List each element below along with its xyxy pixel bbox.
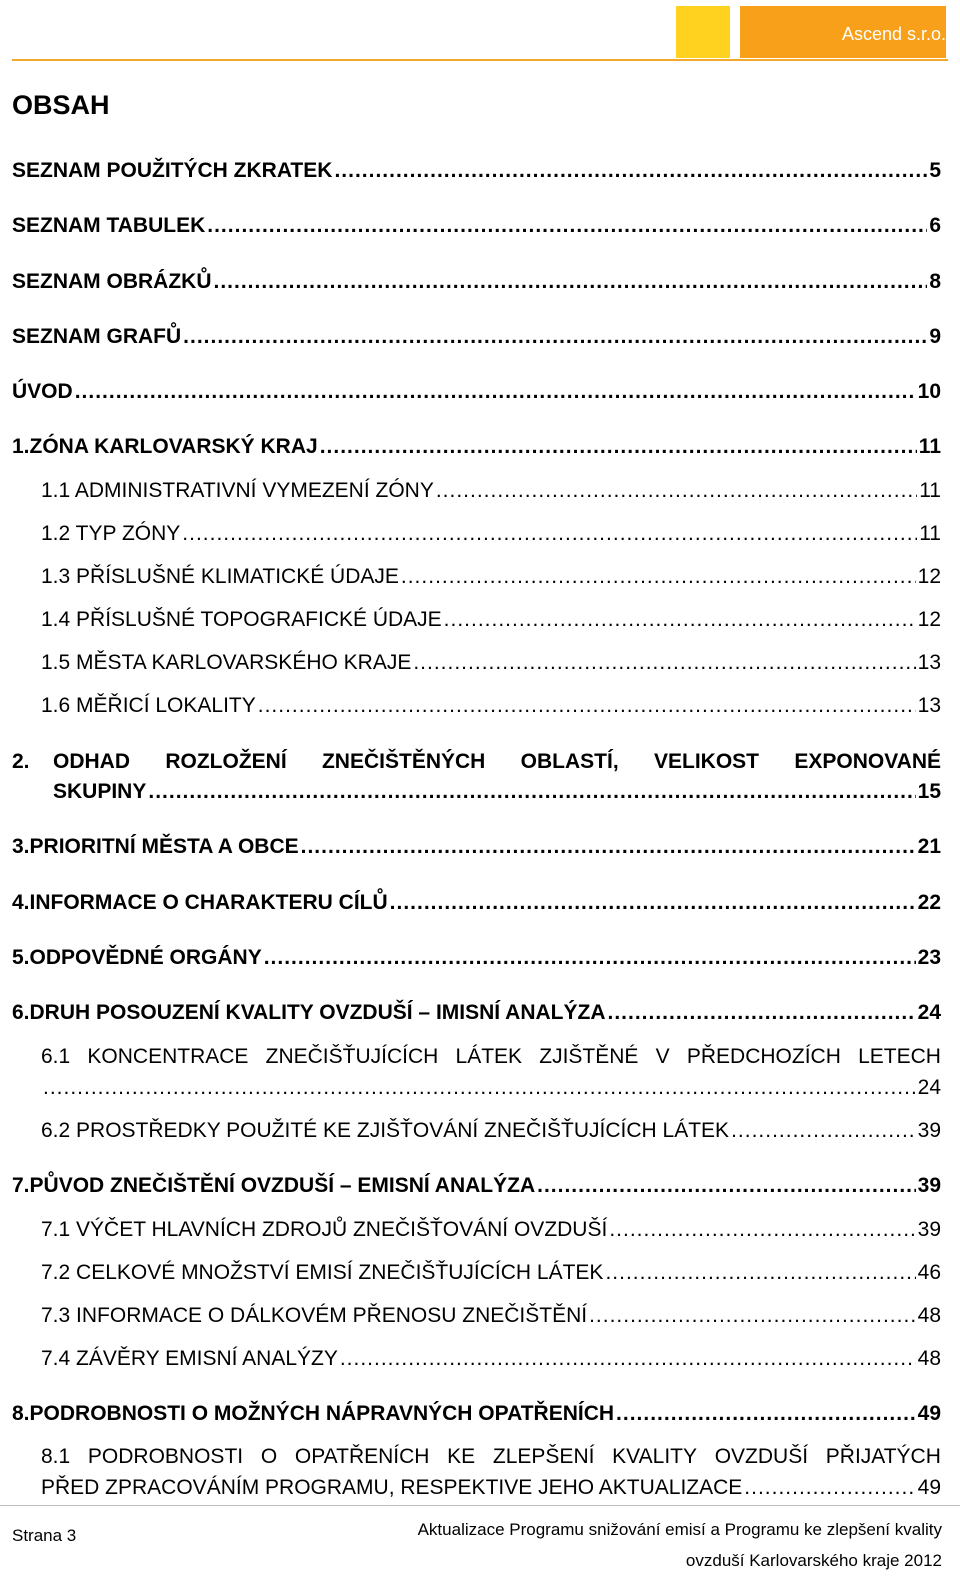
toc-entry[interactable]: [12, 998, 941, 1028]
toc-dot-leader: [589, 1301, 916, 1331]
toc-entry-title-line2: [41, 1473, 941, 1503]
toc-entry-title: PODROBNOSTI O MOŽNÝCH NÁPRAVNÝCH OPATŘENÍCH: [29, 1402, 615, 1425]
toc-entry[interactable]: [41, 1215, 941, 1245]
toc-heading: OBSAH: [12, 90, 110, 120]
toc-entry-page: 12: [917, 565, 941, 588]
toc-dot-leader: [183, 322, 927, 352]
toc-title-word: ROZLOŽENÍ: [165, 750, 287, 773]
toc-entry-title: 7.3 INFORMACE O DÁLKOVÉM PŘENOSU ZNEČIŠTĚNÍ: [41, 1304, 588, 1327]
toc-entry-title: 1.5 MĚSTA KARLOVARSKÉHO KRAJE: [41, 651, 412, 674]
toc-entry-title: 1.1 ADMINISTRATIVNÍ VYMEZENÍ ZÓNY: [41, 479, 434, 502]
toc-entry-title: 7.2 CELKOVÉ MNOŽSTVÍ EMISÍ ZNEČIŠŤUJÍCÍCH LÁTEK: [41, 1261, 604, 1284]
toc-dot-leader: [609, 1215, 915, 1245]
toc-entry-title: ODPOVĚDNÉ ORGÁNY: [29, 946, 262, 969]
toc-entry-number: 8.: [12, 1402, 30, 1425]
toc-entry-leader-line: [41, 1073, 941, 1103]
toc-entry-title: [53, 747, 941, 777]
toc-entry-page: 49: [917, 1476, 941, 1499]
toc-entry-page: 23: [917, 946, 941, 969]
toc-entry-page: 9: [929, 325, 941, 348]
toc-entry-title: PŮVOD ZNEČIŠTĚNÍ OVZDUŠÍ – EMISNÍ ANALÝZA: [29, 1174, 536, 1197]
toc-entry-page: 24: [917, 1076, 941, 1099]
toc-entry[interactable]: [12, 888, 941, 918]
toc-entry-page: 39: [917, 1218, 941, 1241]
toc-entry-page: 10: [917, 380, 941, 403]
toc-entry-title: [41, 1042, 941, 1072]
toc-dot-leader: [258, 691, 916, 721]
toc-entry[interactable]: [41, 519, 941, 549]
toc-entry-page: 11: [919, 522, 941, 545]
toc-entry-title: ÚVOD: [12, 380, 73, 403]
header-brand: Ascend s.r.o.: [841, 24, 946, 44]
toc-title-word: VELIKOST: [654, 750, 760, 773]
toc-dot-leader: [413, 648, 915, 678]
toc-entry-title: 7.4 ZÁVĚRY EMISNÍ ANALÝZY: [41, 1347, 338, 1370]
footer-page-number: Strana 3: [12, 1526, 77, 1545]
toc-title-word: OPATŘENÍCH: [294, 1445, 430, 1468]
toc-title-word: KONCENTRACE: [87, 1045, 249, 1068]
toc-entry-number: 6.: [12, 1001, 30, 1024]
toc-entry[interactable]: [12, 322, 941, 352]
toc-dot-leader: [43, 1073, 916, 1103]
toc-dot-leader: [390, 888, 916, 918]
toc-title-word: EXPONOVANÉ: [794, 750, 941, 773]
toc-dot-leader: [301, 832, 916, 862]
toc-dot-leader: [537, 1171, 916, 1201]
footer-document-title: [418, 1514, 942, 1576]
toc-entry[interactable]: [41, 562, 941, 592]
toc-entry-page: 13: [917, 651, 941, 674]
toc-entry[interactable]: [41, 691, 941, 721]
toc-dot-leader: [731, 1116, 916, 1146]
toc-entry[interactable]: [41, 1116, 941, 1146]
toc-entry[interactable]: [41, 605, 941, 635]
toc-entry-page: 5: [929, 159, 941, 182]
toc-entry-title: 1.2 TYP ZÓNY: [41, 522, 181, 545]
toc-entry-title: 7.1 VÝČET HLAVNÍCH ZDROJŮ ZNEČIŠŤOVÁNÍ OVZDUŠÍ: [41, 1218, 608, 1241]
toc-dot-leader: [616, 1399, 916, 1429]
toc-title-word: 6.1: [41, 1045, 71, 1068]
toc-title-word: PŘIJATÝCH: [825, 1445, 941, 1468]
toc-entry-number: 2.: [12, 750, 30, 773]
toc-dot-leader: [340, 1344, 916, 1374]
toc-title-word: LÁTEK: [455, 1045, 523, 1068]
toc-entry[interactable]: [12, 1399, 941, 1429]
footer-title-line1: Aktualizace Programu snižování emisí a Programu ke zlepšení kvality: [417, 1520, 942, 1539]
toc-entry[interactable]: [12, 211, 941, 241]
toc-dot-leader: [264, 943, 916, 973]
toc-entry-number: 5.: [12, 946, 30, 969]
toc-entry-title: INFORMACE O CHARAKTERU CÍLŮ: [29, 891, 388, 914]
toc-dot-leader: [207, 211, 927, 241]
header-accent-yellow: [676, 6, 730, 58]
toc-entry[interactable]: [12, 832, 941, 862]
toc-title-word: V: [655, 1045, 670, 1068]
toc-entry[interactable]: [41, 648, 941, 678]
toc-dot-leader: [744, 1473, 915, 1503]
toc-entry-page: 21: [917, 835, 941, 858]
toc-entry[interactable]: [41, 1301, 941, 1331]
toc-title-word: O: [260, 1445, 278, 1468]
toc-entry-number: 3.: [12, 835, 30, 858]
toc-entry-page: 15: [917, 780, 941, 803]
toc-title-word: OVZDUŠÍ: [714, 1445, 809, 1468]
toc-entry-title: 1.4 PŘÍSLUŠNÉ TOPOGRAFICKÉ ÚDAJE: [41, 608, 442, 631]
toc-title-word: OBLASTÍ,: [520, 750, 619, 773]
toc-title-word: ZLEPŠENÍ: [492, 1445, 595, 1468]
toc-dot-leader: [605, 1258, 915, 1288]
toc-entry-page: 12: [917, 608, 941, 631]
toc-entry-title-continued: PŘED ZPRACOVÁNÍM PROGRAMU, RESPEKTIVE JEHO AKTUALIZACE: [41, 1476, 743, 1499]
toc-entry-number: 1.: [12, 435, 30, 458]
toc-entry-page: 46: [917, 1261, 941, 1284]
toc-entry-page: 6: [929, 214, 941, 237]
toc-entry-page: 8: [929, 270, 941, 293]
toc-entry-page: 39: [917, 1119, 941, 1142]
toc-entry-page: 11: [919, 479, 941, 502]
toc-title-word: ZJIŠTĚNÉ: [539, 1045, 639, 1068]
toc-entry-title: ZÓNA KARLOVARSKÝ KRAJ: [29, 435, 318, 458]
toc-entry-title-line2: [53, 777, 941, 807]
toc-dot-leader: [148, 777, 915, 807]
toc-dot-leader: [75, 377, 916, 407]
toc-entry-title-line1: [12, 747, 941, 777]
toc-entry-title: SEZNAM POUŽITÝCH ZKRATEK: [12, 159, 333, 182]
toc-dot-leader: [320, 432, 917, 462]
toc-title-word: KVALITY: [612, 1445, 697, 1468]
toc-dot-leader: [334, 156, 927, 186]
toc-entry-title: SEZNAM OBRÁZKŮ: [12, 270, 212, 293]
toc-title-word: ZNEČIŠTĚNÝCH: [321, 750, 486, 773]
toc-entry[interactable]: [12, 943, 941, 973]
toc-dot-leader: [182, 519, 917, 549]
toc-title-word: ODHAD: [53, 750, 130, 773]
toc-dot-leader: [436, 476, 917, 506]
toc-title-word: PODROBNOSTI: [87, 1445, 244, 1468]
toc-entry-page: 48: [917, 1304, 941, 1327]
toc-entry[interactable]: [41, 1258, 941, 1288]
toc-entry-title: DRUH POSOUZENÍ KVALITY OVZDUŠÍ – IMISNÍ ANALÝZA: [29, 1001, 606, 1024]
toc-entry-title: PRIORITNÍ MĚSTA A OBCE: [29, 835, 299, 858]
toc-dot-leader: [401, 562, 916, 592]
toc-entry-title: 1.6 MĚŘICÍ LOKALITY: [41, 694, 256, 717]
toc-title-word: PŘEDCHOZÍCH: [686, 1045, 841, 1068]
toc-entry[interactable]: [12, 156, 941, 186]
toc-title-word: LETECH: [858, 1045, 941, 1068]
toc-title-word: KE: [447, 1445, 476, 1468]
toc-entry-page: 24: [917, 1001, 941, 1024]
toc-entry-page: 49: [917, 1402, 941, 1425]
toc-entry[interactable]: [41, 1344, 941, 1374]
footer-rule: [0, 1505, 960, 1506]
toc-entry-title: SEZNAM GRAFŮ: [12, 325, 182, 348]
toc-entry-number: 7.: [12, 1174, 30, 1197]
toc-dot-leader: [214, 267, 928, 297]
toc-entry-page: 13: [917, 694, 941, 717]
toc-entry-page: 39: [917, 1174, 941, 1197]
toc-entry-number: 4.: [12, 891, 30, 914]
header-rule: [12, 59, 948, 61]
toc-entry-title-continued: SKUPINY: [53, 780, 147, 803]
toc-entry-title: 1.3 PŘÍSLUŠNÉ KLIMATICKÉ ÚDAJE: [41, 565, 399, 588]
toc-entry-title: [41, 1442, 941, 1472]
toc-entry-page: 22: [917, 891, 941, 914]
toc-entry-page: 48: [917, 1347, 941, 1370]
footer-title-line2: ovzduší Karlovarského kraje 2012: [685, 1551, 942, 1570]
toc-entry[interactable]: [12, 377, 941, 407]
toc-entry[interactable]: [12, 432, 941, 462]
toc-dot-leader: [444, 605, 916, 635]
toc-dot-leader: [608, 998, 916, 1028]
toc-title-word: 8.1: [41, 1445, 71, 1468]
toc-entry-title: 6.2 PROSTŘEDKY POUŽITÉ KE ZJIŠŤOVÁNÍ ZNEČIŠŤUJÍCÍCH LÁTEK: [41, 1119, 730, 1142]
toc-entry[interactable]: [41, 476, 941, 506]
toc-entry-page: 11: [918, 435, 941, 458]
toc-entry-title: SEZNAM TABULEK: [12, 214, 206, 237]
toc-entry[interactable]: [12, 267, 941, 297]
toc-entry[interactable]: [12, 1171, 941, 1201]
toc-title-word: ZNEČIŠŤUJÍCÍCH: [265, 1045, 439, 1068]
